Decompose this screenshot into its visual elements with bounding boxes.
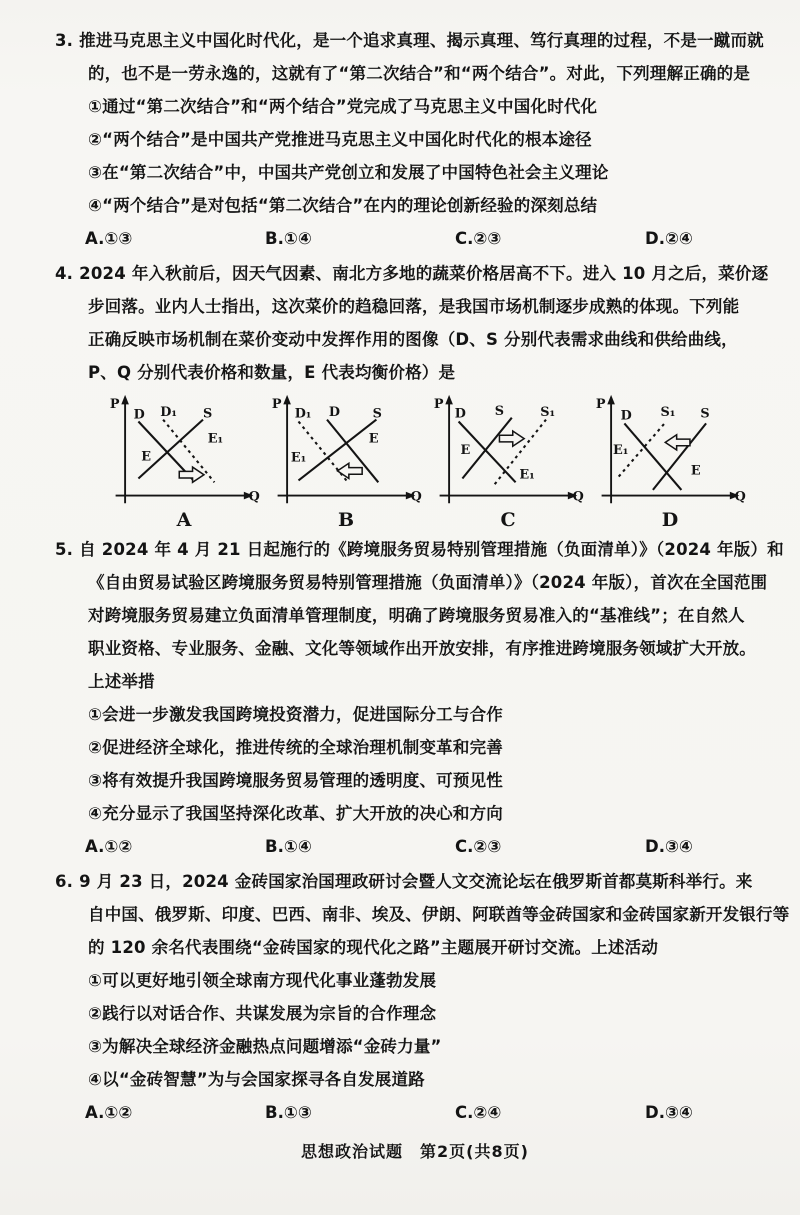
question-5-stem-line-2: 《自由贸易试验区跨境服务贸易特别管理措施（负面清单）》（2024 年版），首次在全国范围: [88, 573, 768, 592]
diagram-c-caption: C: [500, 509, 516, 531]
question-6-stem-line-2: 自中国、俄罗斯、印度、巴西、南非、埃及、伊朗、阿联酋等金砖国家和金砖国家新开发银行等: [88, 905, 790, 924]
new-equilibrium-label: E₁: [519, 467, 535, 483]
supply-label: S: [494, 403, 504, 419]
question-5-item-3: ③将有效提升我国跨境服务贸易管理的透明度、可预见性: [88, 771, 503, 790]
supply-curve: [653, 423, 706, 490]
new-equilibrium-label: E₁: [613, 442, 629, 458]
question-6-item-1: ①可以更好地引领全球南方现代化事业蓬勃发展: [88, 971, 437, 990]
question-3-option-c: C.②③: [455, 229, 502, 248]
question-3-item-1: ①通过“第二次结合”和“两个结合”党完成了马克思主义中国化时代化: [88, 97, 598, 116]
equilibrium-label: E: [368, 431, 379, 447]
question-3-option-d: D.②④: [645, 229, 693, 248]
question-5-stem-line-3: 对跨境服务贸易建立负面清单管理制度，明确了跨境服务贸易准入的“基准线”；在自然人: [88, 606, 745, 625]
question-4-stem-line-2: 步回落。业内人士指出，这次菜价的趋稳回落，是我国市场机制逐步成熟的体现。下列能: [88, 297, 740, 316]
question-3-stem-line-2: 的，也不是一劳永逸的，这就有了“第二次结合”和“两个结合”。对此，下列理解正确的是: [88, 64, 751, 83]
demand-label: D: [620, 408, 632, 424]
question-3-item-2: ②“两个结合”是中国共产党推进马克思主义中国化时代化的根本途径: [88, 130, 592, 149]
supply-demand-chart-b: [270, 393, 422, 507]
y-axis-label: P: [433, 397, 444, 413]
question-6-option-d: D.③④: [645, 1103, 693, 1122]
demand-label: D: [328, 404, 341, 420]
equilibrium-label: E: [690, 463, 701, 479]
question-5-item-2: ②促进经济全球化，推进传统的全球治理机制变革和完善: [88, 738, 503, 757]
question-4-stem-line-1: [55, 257, 780, 290]
question-5-option-d: D.③④: [645, 837, 693, 856]
question-3-option-a: A.①③: [85, 229, 133, 248]
question-5-stem-line-4: 职业资格、专业服务、金融、文化等领域作出开放安排，有序推进跨境服务领域扩大开放。: [88, 639, 756, 658]
question-5-stem-text: 自 2024 年 4 月 21 日起施行的《跨境服务贸易特别管理措施（负面清单）》（2024 年版）和: [79, 540, 784, 559]
supply-label: S: [203, 406, 213, 422]
question-5-options-row: [85, 830, 780, 863]
supply-demand-chart-a: [108, 393, 260, 507]
new-equilibrium-label: E₁: [207, 431, 224, 447]
question-6-item-4: ④以“金砖智慧”为与会国家探寻各自发展道路: [88, 1070, 425, 1089]
shifted-supply-label: S₁: [540, 404, 556, 420]
shift-left-arrow-icon: [337, 463, 362, 478]
question-4-number: 4.: [55, 264, 74, 283]
question-4-stem-line-3: 正确反映市场机制在菜价变动中发挥作用的图像（D、S 分别代表需求曲线和供给曲线，: [88, 330, 738, 349]
page-footer: 思想政治试题 第2页(共8页): [301, 1142, 529, 1161]
diagram-a-caption: A: [176, 509, 192, 531]
demand-label: D: [454, 406, 466, 422]
question-6-item-3: ③为解决全球经济金融热点问题增添“金砖力量”: [88, 1037, 442, 1056]
question-6-stem-line-1: [55, 865, 780, 898]
supply-label: S: [372, 406, 382, 422]
question-6-option-c: C.②④: [455, 1103, 502, 1122]
y-axis-label: P: [271, 397, 282, 413]
x-axis-label: Q: [248, 489, 260, 505]
diagram-b: [270, 393, 422, 531]
demand-label: D: [133, 407, 145, 423]
question-3-options-row: [85, 222, 780, 255]
x-axis-label: Q: [410, 489, 422, 505]
question-4-stem-line-4: P、Q 分别代表价格和数量，E 代表均衡价格）是: [88, 363, 456, 382]
diagram-row: [108, 393, 780, 531]
question-3-item-4: ④“两个结合”是对包括“第二次结合”在内的理论创新经验的深刻总结: [88, 196, 598, 215]
diagram-d-caption: D: [661, 509, 679, 531]
question-5: [50, 533, 784, 863]
question-6-item-2: ②践行以对话合作、共谋发展为宗旨的合作理念: [88, 1004, 437, 1023]
new-equilibrium-label: E₁: [290, 450, 307, 466]
diagram-c: [432, 393, 584, 531]
demand-curve: [624, 423, 681, 490]
equilibrium-label: E: [141, 449, 152, 465]
question-5-option-b: B.①④: [265, 837, 312, 856]
question-3-option-b: B.①④: [265, 229, 312, 248]
y-axis-label: P: [595, 397, 606, 413]
equilibrium-label: E: [460, 442, 471, 458]
question-5-item-4: ④充分显示了我国坚持深化改革、扩大开放的决心和方向: [88, 804, 503, 823]
question-6-stem-line-3: 的 120 余名代表围绕“金砖国家的现代化之路”主题展开研讨交流。上述活动: [88, 938, 659, 957]
question-6: [50, 865, 790, 1129]
question-4-stem-text: 2024 年入秋前后，因天气因素、南北方多地的蔬菜价格居高不下。进入 10 月之后，菜价逐: [79, 264, 769, 283]
shift-right-arrow-icon: [499, 431, 524, 446]
question-5-stem-line-1: [55, 533, 784, 566]
supply-demand-chart-d: [594, 393, 746, 507]
question-6-option-a: A.①②: [85, 1103, 133, 1122]
question-3-item-3: ③在“第二次结合”中，中国共产党创立和发展了中国特色社会主义理论: [88, 163, 609, 182]
diagram-d: [594, 393, 746, 531]
question-6-option-b: B.①③: [265, 1103, 312, 1122]
question-3-stem-line-1: [55, 24, 780, 57]
question-3-number: 3.: [55, 31, 74, 50]
question-3: [50, 24, 780, 255]
supply-label: S: [700, 406, 710, 422]
question-5-option-a: A.①②: [85, 837, 133, 856]
supply-demand-chart-c: [432, 393, 584, 507]
question-5-number: 5.: [55, 540, 74, 559]
diagram-a: [108, 393, 260, 531]
question-5-stem-line-5: 上述举措: [88, 672, 155, 691]
question-6-number: 6.: [55, 872, 74, 891]
question-5-item-1: ①会进一步激发我国跨境投资潜力，促进国际分工与合作: [88, 705, 503, 724]
question-6-stem-text: 9 月 23 日，2024 金砖国家治国理政研讨会暨人文交流论坛在俄罗斯首都莫斯科举行。来: [79, 872, 753, 891]
x-axis-label: Q: [734, 489, 746, 505]
question-5-option-c: C.②③: [455, 837, 502, 856]
question-3-stem-text: 推进马克思主义中国化时代化，是一个追求真理、揭示真理、笃行真理的过程，不是一蹴而就: [79, 31, 764, 50]
question-4: [50, 257, 780, 531]
x-axis-label: Q: [572, 489, 584, 505]
diagram-b-caption: B: [337, 509, 355, 531]
question-6-options-row: [85, 1096, 780, 1129]
shifted-supply-label: S₁: [660, 404, 676, 420]
y-axis-label: P: [109, 397, 120, 413]
shifted-demand-label: D₁: [294, 406, 312, 422]
shifted-demand-label: D₁: [160, 404, 177, 420]
